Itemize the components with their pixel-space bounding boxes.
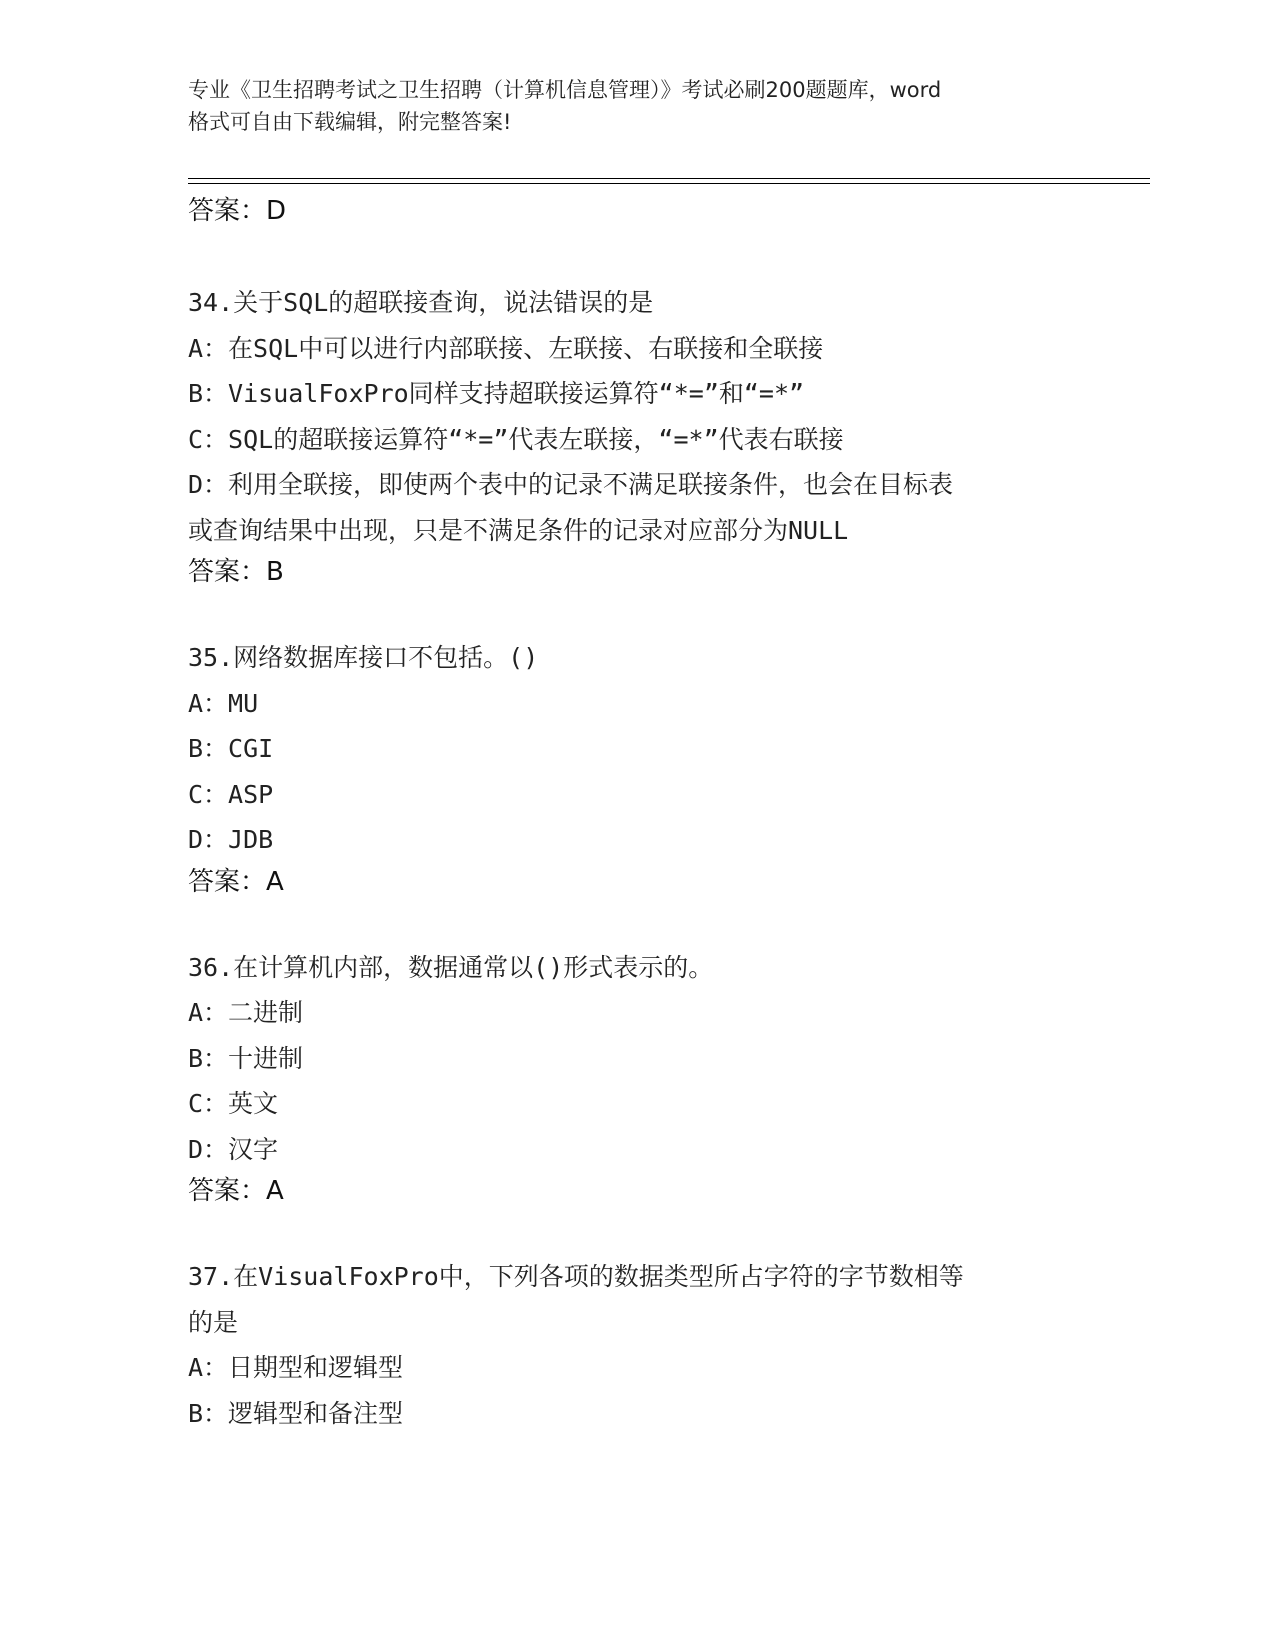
option-b: B：VisualFoxPro同样支持超联接运算符“*=”和“=*” bbox=[188, 379, 805, 408]
question-text: 34.关于SQL的超联接查询，说法错误的是 bbox=[188, 288, 654, 317]
option-c: C：SQL的超联接运算符“*=”代表左联接，“=*”代表右联接 bbox=[188, 424, 844, 454]
option-d: D：利用全联接，即使两个表中的记录不满足联接条件，也会在目标表 bbox=[188, 470, 954, 499]
header-rule-top bbox=[188, 178, 1150, 179]
option-b: B：十进制 bbox=[188, 1043, 304, 1073]
question-36 bbox=[188, 945, 1088, 1209]
question-text-continued: 的是 bbox=[188, 1307, 239, 1337]
question-35 bbox=[188, 635, 1088, 899]
option-a: A：MU bbox=[188, 688, 259, 718]
answer: 答案：A bbox=[188, 866, 284, 897]
option-a: A：二进制 bbox=[188, 998, 304, 1027]
option-d-continued: 或查询结果中出现，只是不满足条件的记录对应部分为NULL bbox=[188, 515, 849, 545]
option-d: D：JDB bbox=[188, 825, 274, 854]
previous-answer: 答案：D bbox=[188, 196, 287, 226]
answer: 答案：A bbox=[188, 1176, 284, 1206]
answer: 答案：B bbox=[188, 557, 284, 587]
header-line-1: 专业《卫生招聘考试之卫生招聘（计算机信息管理）》考试必刷200题题库，word bbox=[188, 78, 942, 102]
option-c: C：ASP bbox=[188, 779, 274, 809]
question-text: 35.网络数据库接口不包括。() bbox=[188, 643, 539, 672]
document-header bbox=[188, 74, 1088, 138]
question-text: 37.在VisualFoxPro中，下列各项的数据类型所占字符的字节数相等 bbox=[188, 1262, 964, 1291]
header-rule-bottom bbox=[188, 183, 1150, 184]
question-text: 36.在计算机内部，数据通常以()形式表示的。 bbox=[188, 952, 714, 982]
option-b: B：逻辑型和备注型 bbox=[188, 1398, 404, 1428]
option-a: A：日期型和逻辑型 bbox=[188, 1353, 404, 1382]
option-b: B：CGI bbox=[188, 734, 274, 763]
question-37 bbox=[188, 1254, 1088, 1436]
question-list bbox=[188, 280, 1088, 1482]
question-34 bbox=[188, 280, 1088, 589]
option-c: C：英文 bbox=[188, 1089, 279, 1118]
option-a: A：在SQL中可以进行内部联接、左联接、右联接和全联接 bbox=[188, 333, 824, 363]
header-line-2: 格式可自由下载编辑，附完整答案! bbox=[188, 110, 512, 134]
option-d: D：汉字 bbox=[188, 1134, 279, 1164]
